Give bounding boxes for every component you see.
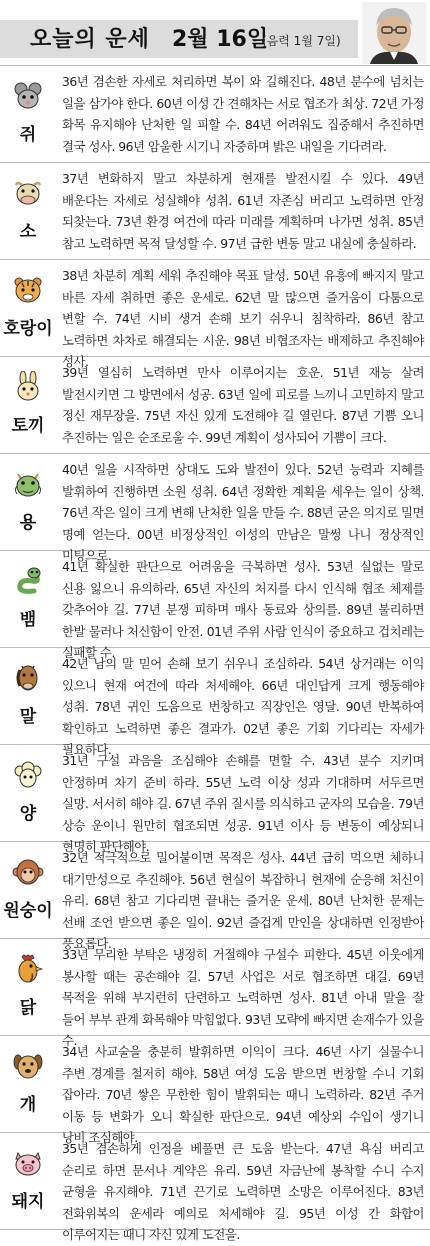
zodiac-row-pig (0, 1133, 430, 1242)
header-lunar-date: (음력 1월 7일) (262, 34, 341, 48)
zodiac-row-sheep (0, 745, 430, 854)
snake-icon (12, 565, 44, 597)
animal-column (0, 1036, 56, 1132)
animal-column (0, 260, 56, 356)
animal-name: 돼지 (11, 1192, 45, 1212)
zodiac-row-rooster (0, 939, 430, 1048)
tiger-icon (12, 274, 44, 306)
sheep-icon (12, 759, 44, 791)
animal-name: 호랑이 (3, 319, 53, 339)
fortune-text: 34년 사교술을 충분히 발휘하면 이익이 크다. 46년 사기 실물수니 주변 경계를 철저히 해야. 58년 여성 도움 받으면 번창할 수니 기회 잡아라. 70년 쌓은 무한한 힘이 발휘되는 때니 노력하라. 82년 주거 이동 등 변화가 오니 확실한 판단으로. 94년 예상외 수입이 생기니 낭비 조심해야. (62, 1044, 424, 1145)
animal-column (0, 1133, 56, 1229)
fortune-text: 41년 확실한 판단으로 어려움을 극복하면 성사. 53년 실없는 말로 신용 잃으니 유의하라. 65년 자신의 처지를 다시 인식해 협조 체제를 갖추어야 길. 77년 분쟁 피하며 매사 동료와 상의를. 89년 불리하면 한발 물러나 처신함이 안전. 01년 주위 사람 인식이 중요하고 겁치레는 실패할 수. (62, 559, 424, 660)
monkey-icon (12, 856, 44, 888)
animal-column (0, 357, 56, 453)
zodiac-row-tiger (0, 260, 430, 369)
animal-column (0, 551, 56, 647)
animal-column (0, 66, 56, 162)
zodiac-row-dragon (0, 454, 430, 563)
rabbit-icon (12, 371, 44, 403)
animal-name: 말 (19, 707, 37, 727)
dragon-icon (12, 468, 44, 500)
fortune-text: 38년 차분히 계획 세워 추진해야 목표 달성. 50년 유흥에 빠지지 말고 바른 자세 취하면 좋은 운세로. 62년 말 많으면 즐거움이 다툼으로 변할 수. 74년 시비 생겨 손해 보기 쉬우니 침착하라. 86년 참고 노력하면 차차로 해결되는 시운. 98년 비협조자는 배제하고 추진해야 성사. (62, 268, 424, 369)
dog-icon (12, 1050, 44, 1082)
zodiac-row-rabbit (0, 357, 430, 454)
zodiac-list (0, 65, 430, 1242)
animal-name: 양 (19, 804, 37, 824)
zodiac-row-dog (0, 1036, 430, 1145)
zodiac-row-horse (0, 648, 430, 757)
animal-column (0, 454, 56, 550)
animal-name: 토끼 (11, 416, 45, 436)
rat-icon (12, 80, 44, 112)
pig-icon (12, 1147, 44, 1179)
author-portrait-icon (362, 2, 426, 64)
fortune-text: 39년 열심히 노력하면 만사 이루어지는 호운. 51년 재능 살려 발전시키면 그 방면에서 성공. 63년 일에 피로를 느끼니 고민하지 말고 정신 재무장을. 75년 자신 있게 도전해야 길 열린다. 87년 기쁨 오니 추진하는 일은 순조로울 수. 99년 계획이 성사되어 기쁨이 크다. (62, 365, 424, 445)
fortune-text: 32년 적극적으로 밀어붙이면 목적은 성사. 44년 급히 먹으면 체하니 대기만성으로 추진해야. 56년 현실이 복잡하니 현재에 순응해 처신이 유리. 68년 참고 기다리면 끝내는 즐거운 운세. 80년 난처한 문제는 선배 조언 받으면 좋은 일이. 92년 즐겁게 만인을 상대하면 인정받아 풍요롭다. (62, 850, 424, 951)
fortune-text: 33년 무리한 부탁은 냉정히 거절해야 구설수 피한다. 45년 이웃에게 봉사할 때는 공손해야 길. 57년 사업은 서로 협조하면 대길. 69년 목적을 위해 부지런히 단련하고 노력하면 성사. 81년 아내 말을 잘 들어 부부 관계 화목해야 막힘없다. 93년 모략에 빠지면 손재수가 있을 수. (62, 947, 424, 1048)
animal-name: 소 (19, 222, 37, 242)
fortune-text: 40년 일을 시작하면 상대도 도와 발전이 있다. 52년 능력과 지혜를 발휘하여 진행하면 소원 성취. 64년 정확한 계획을 세우는 일이 상책. 76년 작은 일이 크게 변해 난처한 일을 만들 수. 88년 굳은 의지로 밀면 명예 얻는다. 00년 비정상적인 이성의 만남은 말썽 나니 정상적인 미팅으로. (62, 462, 424, 563)
fortune-text: 35년 겸손하게 인정을 베풀면 큰 도움 받는다. 47년 욕심 버리고 순리로 하면 문서나 계약은 유리. 59년 자금난에 봉착할 수니 수지 균형을 유지해야. 71년 끈기로 노력하면 소망은 이루어진다. 83년 전화위복의 운세라 예의로 처세해야 길. 95년 이성 간 화합이 이루어지는 때니 자신 있게 도전을. (62, 1141, 424, 1242)
ox-icon (12, 177, 44, 209)
zodiac-row-snake (0, 551, 430, 660)
animal-name: 닭 (19, 998, 37, 1018)
page-title: 오늘의 운세 (30, 27, 150, 52)
animal-name: 용 (19, 513, 37, 533)
fortune-text: 31년 구설 과음을 조심해야 손해를 면할 수. 43년 분수 지키며 안정하며 차기 준비 하라. 55년 노력 이상 성과 기대하며 서두르면 실망. 서서히 해야 길. 67년 주위 질시를 의식하고 군자의 모습을. 79년 상승 운이니 원만히 협조되면 성공. 91년 이사 등 변동이 예상되니 현명히 판단해야. (62, 753, 424, 854)
horse-icon (12, 662, 44, 694)
fortune-text: 36년 겸손한 자세로 처리하면 복이 와 길해진다. 48년 분수에 넘치는 일을 삼가야 한다. 60년 이성 간 견해차는 서로 협조가 최상. 72년 가정 화목 유지해야 난처한 일 피할 수. 84년 어려워도 집중해서 추진하면 결국 성사. 96년 암울한 시기니 자중하며 밝은 내일을 기다려라. (62, 74, 424, 154)
rooster-icon (12, 953, 44, 985)
animal-name: 원숭이 (3, 901, 53, 921)
zodiac-row-ox (0, 163, 430, 260)
fortune-text: 37년 변화하지 말고 차분하게 현재를 발전시킬 수 있다. 49년 배운다는 자세로 성실해야 성취. 61년 자존심 버리고 노력하면 안정 되찾는다. 73년 환경 여건에 따라 미래를 계획하며 나가면 성취. 85년 참고 노력하면 목적 달성할 수. 97년 급한 변동 말고 내실에 충실하라. (62, 171, 424, 251)
animal-name: 뱀 (19, 610, 37, 630)
animal-column (0, 163, 56, 259)
zodiac-row-rat (0, 65, 430, 163)
animal-column (0, 648, 56, 744)
fortune-text: 42년 남의 말 믿어 손해 보기 쉬우니 조심하라. 54년 상거래는 이익 있으니 현재 여건에 따라 처세해야. 66년 대인답게 크게 행동해야 성취. 78년 귀인 도움으로 번창하고 직장인은 영달. 90년 반복하여 확인하고 노력하면 좋은 결과가. 02년 좋은 기회 기다리는 자세가 필요하다. (62, 656, 424, 757)
animal-column (0, 939, 56, 1035)
animal-name: 쥐 (19, 125, 37, 145)
animal-column (0, 842, 56, 938)
animal-column (0, 745, 56, 841)
page-header (0, 0, 430, 64)
header-date: 2월 16일 (172, 27, 269, 52)
zodiac-row-monkey (0, 842, 430, 951)
animal-name: 개 (19, 1095, 37, 1115)
